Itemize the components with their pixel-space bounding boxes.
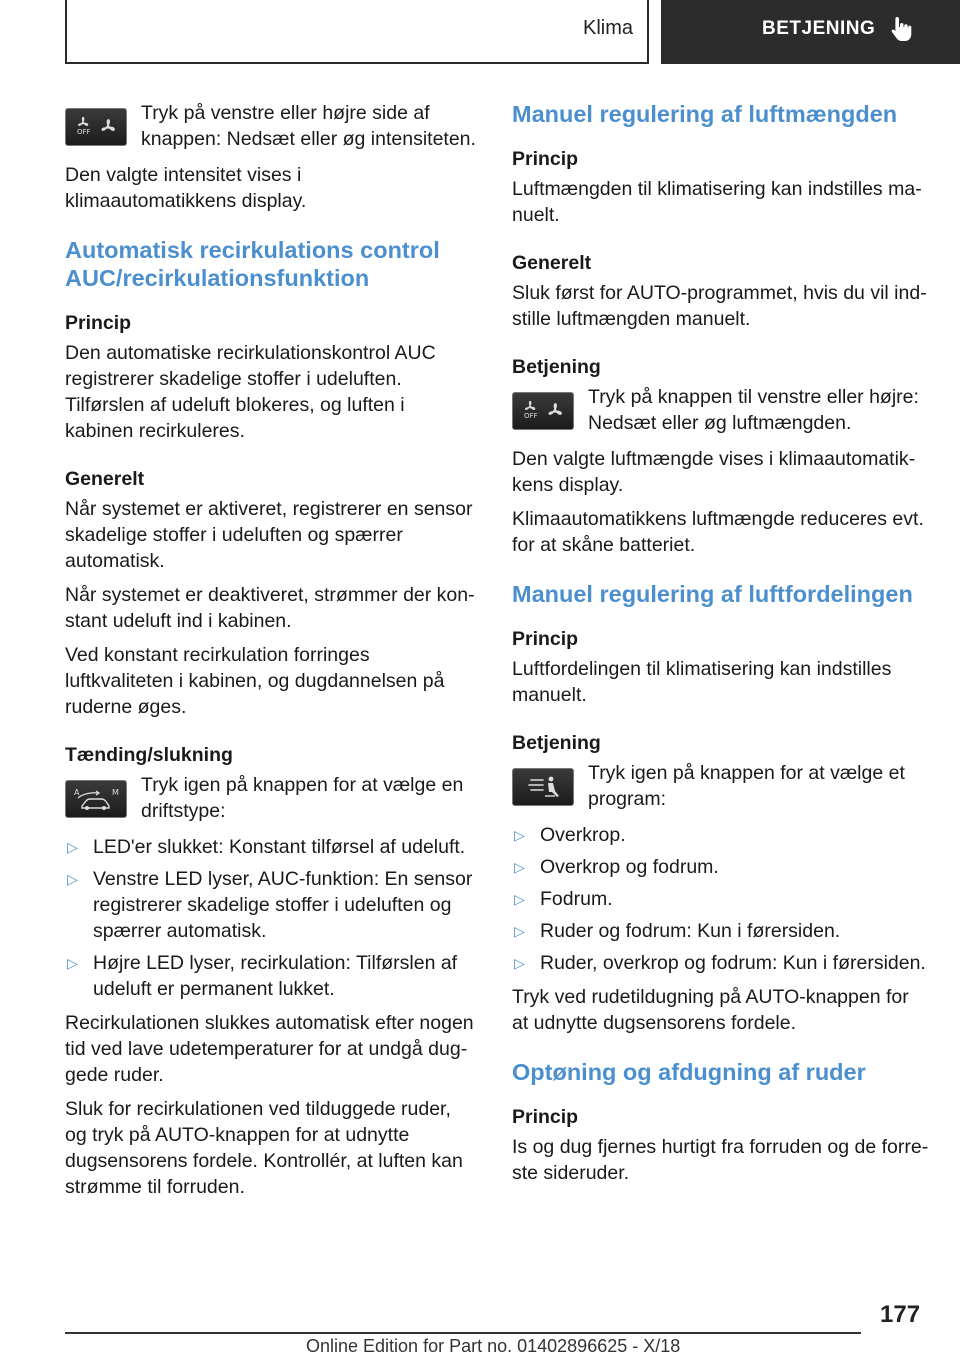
auc-princip-heading: Princip [65,312,132,334]
auc-heading: Automatisk recirkulations control AUC/recirkulationsfunktion [65,237,440,291]
auc-generelt-heading: Generelt [65,468,145,490]
list-item: ▷ Ruder, overkrop og fodrum: Kun i førersiden. [514,952,926,974]
luftmaengde-battery-text: Klimaautomatikkens luftmængde reduceres evt. for at skåne batteriet. [512,508,924,556]
triangle-bullet-icon: ▷ [514,891,525,907]
luftmaengde-heading: Manuel regulering af luftmængden [512,101,898,127]
fan-off-button-icon [65,108,127,146]
triangle-bullet-icon: ▷ [514,955,525,971]
triangle-bullet-icon: ▷ [514,859,525,875]
luftfordeling-princip-heading: Princip [512,628,579,650]
optoening-princip-text: Is og dug fjernes hurtigt fra forruden og de forreste sideruder. [512,1136,929,1184]
svg-text:M: M [112,788,119,797]
optoening-princip-heading: Princip [512,1106,579,1128]
airflow-amount-row [512,384,930,436]
list-item: ▷ Overkrop og fodrum. [514,856,719,878]
air-program-list [512,822,930,976]
recirc-button-row [65,772,477,824]
triangle-bullet-icon: ▷ [67,955,78,971]
left-column [65,100,477,1208]
svg-text:OFF: OFF [524,412,538,420]
recirc-auto-off-text: Recirkulationen slukkes automatisk efter nogen tid ved lave udetemperaturer for at undgå duggede ruder. [65,1012,474,1086]
list-item: ▷ Fodrum. [514,888,613,910]
auc-generelt-text-1: Når systemet er aktiveret, registrerer en sensor skadelige stoffer i udeluften og spærrer automatisk. [65,498,473,572]
luftfordeling-betjening-text: Tryk igen på knappen for at vælge et program: [588,762,905,810]
auto-defog-text: Tryk ved rudetildugning på AUTO-knappen for at udnytte dugsensorens fordele. [512,986,909,1034]
auc-recirculation-button-icon [65,780,127,818]
auc-generelt-text-2: Når systemet er deaktiveret, strømmer der konstant udeluft ind i kabinen. [65,584,475,632]
fan-off-button-icon [512,392,574,430]
list-item: ▷ Ruder og fodrum: Kun i førersiden. [514,920,841,942]
luftmaengde-betjening-heading: Betjening [512,356,601,378]
page-number: 177 [880,1301,921,1328]
luftfordeling-princip-text: Luftfordelingen til klimatisering kan indstilles manuelt. [512,658,892,706]
recirc-fog-text: Sluk for recirkulationen ved tilduggede ruder, og tryk på AUTO-knappen for at udnytte dugsensorens fordele. Kontrollér, at luften kan strømme til forruden. [65,1098,463,1198]
list-item: ▷ Venstre LED lyser, AUC-funktion: En sensor registrerer skadelige stoffer i udeluften og spærrer automatisk. [67,868,473,942]
hand-pointer-icon [889,15,915,43]
svg-text:A: A [74,788,80,797]
triangle-bullet-icon: ▷ [67,871,78,887]
triangle-bullet-icon: ▷ [514,827,525,843]
svg-text:OFF: OFF [77,128,91,136]
taend-slukning-heading: Tænding/slukning [65,744,233,766]
auc-princip-text: Den automatiske recirkulationskontrol AUC registrerer skadelige stoffer i udeluften. Tilførslen af udeluft blokeres, og luften i kabinen recirkuleres. [65,342,436,442]
recirc-mode-list [65,834,477,1002]
fan-intensity-row [65,100,477,152]
luftmaengde-princip-text: Luftmængden til klimatisering kan indstilles manuelt. [512,178,922,226]
luftmaengde-generelt-heading: Generelt [512,252,592,274]
luftmaengde-betjening-text: Tryk på knappen til venstre eller højre: Nedsæt eller øg luftmængden. [588,386,919,434]
header-chapter-tab[interactable] [661,0,960,64]
list-item: ▷ Højre LED lyser, recirkulation: Tilførslen af udeluft er permanent lukket. [67,952,458,1000]
footer-divider [65,1332,861,1334]
luftmaengde-princip-heading: Princip [512,148,579,170]
optoening-heading: Optøning og afdugning af ruder [512,1059,866,1085]
triangle-bullet-icon: ▷ [67,839,78,855]
header-section-box [65,0,649,64]
footer-edition-text: Online Edition for Part no. 01402896625 - X/18 [306,1336,681,1356]
intensity-display-text: Den valgte intensitet vises i klimaautomatikkens display. [65,164,307,212]
list-item: ▷ LED'er slukket: Konstant tilførsel af udeluft. [67,836,466,858]
header-section-title: Klima [582,16,633,39]
taend-slukning-text: Tryk igen på knappen for at vælge en driftstype: [141,774,464,822]
list-item: ▷ Overkrop. [514,824,626,846]
header-chapter-title: BETJENING [762,18,876,39]
fan-intensity-text: Tryk på venstre eller højre side af knappen: Nedsæt eller øg intensiteten. [141,102,476,150]
luftmaengde-display-text: Den valgte luftmængde vises i klimaautomatikkens display. [512,448,916,496]
air-distribution-button-icon [512,768,574,806]
luftfordeling-heading: Manuel regulering af luftfordelingen [512,581,913,607]
air-distribution-row [512,760,930,812]
luftfordeling-betjening-heading: Betjening [512,732,601,754]
right-column [512,100,930,1194]
luftmaengde-generelt-text: Sluk først for AUTO-programmet, hvis du vil indstille luftmængden manuelt. [512,282,927,330]
auc-generelt-text-3: Ved konstant recirkulation forringes luftkvaliteten i kabinen, og dugdannelsen på ruderne øges. [65,644,445,718]
triangle-bullet-icon: ▷ [514,923,525,939]
